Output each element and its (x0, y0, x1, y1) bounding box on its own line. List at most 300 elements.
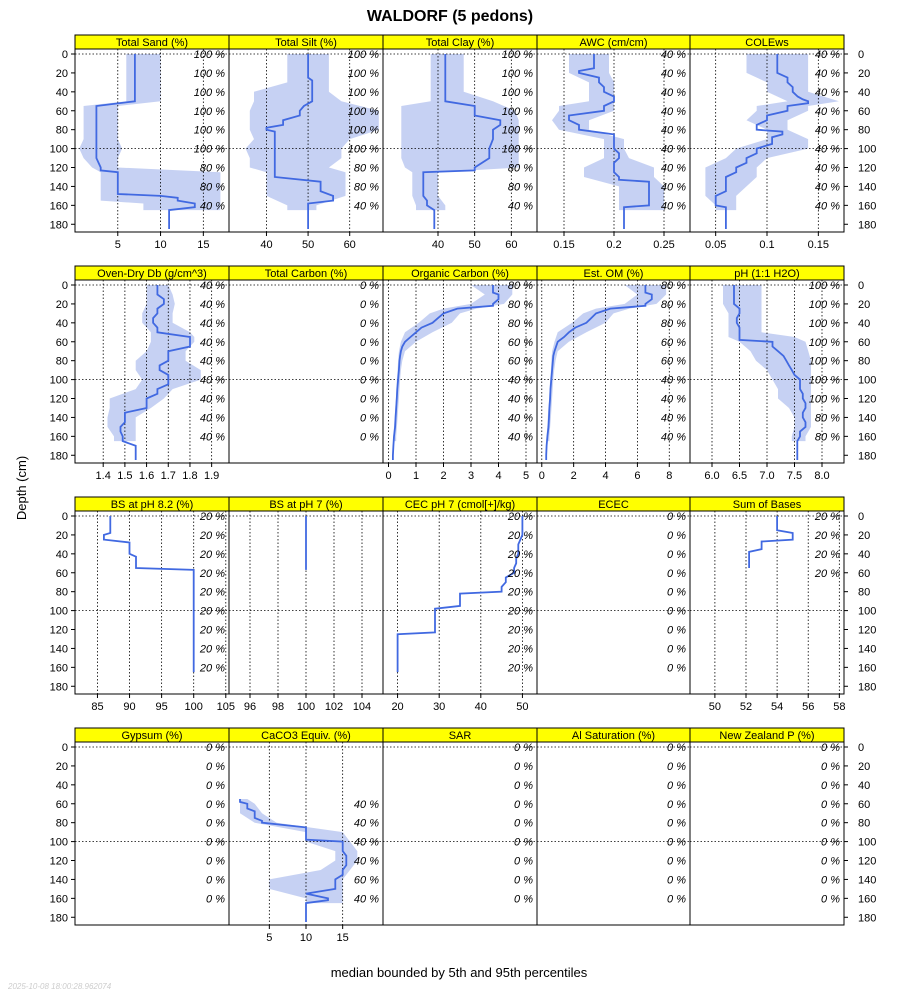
sample-percent-label: 0 % (514, 798, 533, 811)
y-tick-label: 120 (858, 855, 877, 868)
sample-percent-label: 0 % (206, 779, 225, 792)
percentile-band (393, 285, 512, 441)
x-tick-label: 8.0 (814, 470, 830, 482)
sample-percent-label: 80 % (199, 181, 225, 194)
panel-oven-dry-db-g-cm-3 (50, 266, 229, 482)
sample-percent-label: 0 % (667, 643, 686, 656)
x-tick-label: 50 (516, 701, 529, 713)
panel-bs-at-ph-7 (229, 497, 383, 713)
sample-percent-label: 100 % (501, 67, 533, 80)
y-tick-label: 20 (55, 529, 68, 542)
panel-sum-of-bases (690, 497, 876, 713)
sample-percent-label: 40 % (660, 393, 686, 406)
sample-percent-label: 20 % (507, 662, 533, 675)
panel-strip-label: New Zealand P (%) (719, 730, 815, 742)
sample-percent-label: 0 % (667, 817, 686, 830)
x-tick-label: 0.15 (807, 239, 830, 251)
x-tick-label: 104 (352, 701, 372, 713)
sample-percent-label: 20 % (507, 605, 533, 618)
y-tick-label: 80 (858, 124, 871, 137)
y-tick-label: 40 (55, 317, 68, 330)
sample-percent-label: 20 % (199, 586, 225, 599)
y-tick-label: 100 (858, 836, 877, 849)
y-tick-label: 0 (61, 280, 68, 292)
panel-strip-label: Organic Carbon (%) (411, 268, 509, 280)
percentile-band (552, 54, 664, 210)
y-tick-label: 100 (49, 605, 68, 618)
sample-percent-label: 0 % (821, 836, 840, 849)
sample-percent-label: 0 % (360, 298, 379, 311)
sample-percent-label: 0 % (821, 779, 840, 792)
sample-percent-label: 0 % (514, 855, 533, 868)
sample-percent-label: 40 % (353, 817, 379, 830)
sample-percent-label: 0 % (360, 374, 379, 387)
x-tick-label: 0.2 (606, 239, 622, 251)
x-tick-label: 100 (296, 701, 316, 713)
sample-percent-label: 40 % (199, 280, 225, 292)
y-tick-label: 120 (858, 393, 877, 406)
sample-percent-label: 40 % (660, 124, 686, 137)
sample-percent-label: 0 % (360, 355, 379, 368)
sample-percent-label: 0 % (360, 317, 379, 330)
x-tick-label: 2 (570, 470, 577, 482)
sample-percent-label: 0 % (667, 511, 686, 523)
panel-total-sand (50, 35, 229, 251)
median-line (398, 516, 523, 672)
y-tick-label: 40 (858, 548, 871, 561)
median-line (104, 516, 194, 672)
y-tick-label: 160 (858, 431, 877, 444)
sample-percent-label: 40 % (660, 67, 686, 80)
sample-percent-label: 100 % (808, 317, 840, 330)
sample-percent-label: 40 % (353, 855, 379, 868)
y-tick-label: 60 (858, 798, 871, 811)
y-tick-label: 0 (61, 49, 68, 61)
sample-percent-label: 20 % (199, 567, 225, 580)
y-tick-label: 160 (49, 893, 68, 906)
sample-percent-label: 20 % (199, 605, 225, 618)
percentile-band (240, 799, 357, 903)
sample-percent-label: 0 % (360, 412, 379, 425)
sample-percent-label: 100 % (501, 124, 533, 137)
sample-percent-label: 80 % (660, 298, 686, 311)
y-tick-label: 0 (858, 49, 865, 61)
x-tick-label: 1.8 (182, 470, 198, 482)
sample-percent-label: 100 % (808, 355, 840, 368)
x-tick-label: 1.6 (138, 470, 155, 482)
panel-total-silt (229, 35, 383, 251)
sample-percent-label: 80 % (660, 280, 686, 292)
sample-percent-label: 0 % (514, 760, 533, 773)
y-tick-label: 160 (49, 662, 68, 675)
x-tick-label: 0 (385, 470, 392, 482)
panel-strip-label: Al Saturation (%) (571, 730, 656, 742)
sample-percent-label: 0 % (667, 779, 686, 792)
x-tick-label: 8 (666, 470, 673, 482)
y-tick-label: 40 (55, 86, 68, 99)
y-tick-label: 80 (55, 586, 68, 599)
x-tick-label: 50 (468, 239, 481, 251)
y-tick-label: 0 (61, 511, 68, 523)
y-tick-label: 0 (858, 280, 865, 292)
sample-percent-label: 40 % (507, 393, 533, 406)
sample-percent-label: 40 % (814, 67, 840, 80)
panel-new-zealand-p (690, 728, 876, 925)
y-tick-label: 180 (858, 450, 877, 463)
sample-percent-label: 20 % (507, 529, 533, 542)
x-tick-label: 15 (336, 932, 349, 944)
median-line (240, 799, 346, 922)
y-axis-label: Depth (cm) (14, 455, 29, 521)
sample-percent-label: 20 % (199, 662, 225, 675)
sample-percent-label: 20 % (507, 567, 533, 580)
y-tick-label: 180 (858, 219, 877, 232)
sample-percent-label: 0 % (514, 836, 533, 849)
panel-est-om (537, 266, 690, 482)
x-tick-label: 3 (467, 470, 475, 482)
x-tick-label: 1.4 (95, 470, 111, 482)
sample-percent-label: 20 % (814, 548, 840, 561)
sample-percent-label: 40 % (199, 393, 225, 406)
sample-percent-label: 80 % (507, 317, 533, 330)
y-tick-label: 160 (49, 200, 68, 213)
x-tick-label: 56 (802, 701, 815, 713)
y-tick-label: 160 (858, 200, 877, 213)
x-tick-label: 5 (114, 239, 121, 251)
y-tick-label: 0 (858, 742, 865, 754)
panel-ecec (537, 497, 690, 694)
y-tick-label: 80 (55, 817, 68, 830)
sample-percent-label: 20 % (507, 586, 533, 599)
y-tick-label: 20 (858, 529, 871, 542)
y-tick-label: 140 (858, 412, 877, 425)
sample-percent-label: 40 % (660, 431, 686, 444)
sample-percent-label: 0 % (667, 798, 686, 811)
y-tick-label: 40 (858, 779, 871, 792)
sample-percent-label: 20 % (507, 643, 533, 656)
y-tick-label: 120 (49, 855, 68, 868)
sample-percent-label: 40 % (199, 298, 225, 311)
sample-percent-label: 0 % (514, 779, 533, 792)
sample-percent-label: 40 % (814, 200, 840, 213)
panel-cec-ph-7-cmol-kg (383, 497, 537, 713)
sample-percent-label: 100 % (193, 105, 225, 118)
sample-percent-label: 0 % (667, 893, 686, 906)
y-tick-label: 60 (858, 336, 871, 349)
x-tick-label: 6.0 (704, 470, 720, 482)
panel-awc-cm-cm (537, 35, 690, 251)
sample-percent-label: 40 % (199, 317, 225, 330)
y-tick-label: 140 (858, 181, 877, 194)
sample-percent-label: 40 % (660, 162, 686, 175)
sample-percent-label: 40 % (507, 412, 533, 425)
x-tick-label: 5 (266, 932, 273, 944)
sample-percent-label: 0 % (667, 586, 686, 599)
chart-title: WALDORF (5 pedons) (366, 8, 534, 25)
y-tick-label: 120 (49, 624, 68, 637)
sample-percent-label: 40 % (814, 162, 840, 175)
sample-percent-label: 20 % (507, 624, 533, 637)
sample-percent-label: 20 % (507, 511, 533, 523)
sample-percent-label: 80 % (660, 317, 686, 330)
y-tick-label: 140 (49, 181, 68, 194)
sample-percent-label: 0 % (206, 874, 225, 887)
y-tick-label: 100 (858, 605, 877, 618)
sample-percent-label: 40 % (814, 181, 840, 194)
panel-colews (690, 35, 876, 251)
sample-percent-label: 0 % (667, 624, 686, 637)
sample-percent-label: 80 % (353, 162, 379, 175)
sample-percent-label: 100 % (808, 374, 840, 387)
sample-percent-label: 60 % (660, 355, 686, 368)
y-tick-label: 20 (55, 298, 68, 311)
sample-percent-label: 40 % (199, 412, 225, 425)
panel-strip-label: COLEws (745, 37, 789, 49)
sample-percent-label: 80 % (507, 162, 533, 175)
x-tick-label: 1.7 (160, 470, 176, 482)
sample-percent-label: 40 % (199, 336, 225, 349)
sample-percent-label: 20 % (814, 567, 840, 580)
sample-percent-label: 40 % (353, 836, 379, 849)
y-tick-label: 80 (858, 586, 871, 599)
sample-percent-label: 40 % (814, 86, 840, 99)
x-tick-label: 90 (123, 701, 136, 713)
sample-percent-label: 100 % (347, 67, 379, 80)
x-tick-label: 1 (412, 470, 420, 482)
x-tick-label: 0.1 (759, 239, 775, 251)
sample-percent-label: 0 % (514, 893, 533, 906)
sample-percent-label: 0 % (206, 760, 225, 773)
x-tick-label: 20 (391, 701, 404, 713)
x-tick-label: 52 (739, 701, 753, 713)
panel-total-carbon (229, 266, 383, 463)
sample-percent-label: 0 % (514, 874, 533, 887)
y-tick-label: 140 (858, 643, 877, 656)
sample-percent-label: 40 % (199, 374, 225, 387)
y-tick-label: 180 (49, 219, 68, 232)
sample-percent-label: 40 % (814, 143, 840, 156)
x-tick-label: 50 (301, 239, 315, 251)
panel-strip-label: Est. OM (%) (583, 268, 644, 280)
sample-percent-label: 40 % (353, 200, 379, 213)
panel-gypsum (50, 728, 229, 925)
panel-strip-label: ECEC (598, 499, 629, 511)
x-tick-label: 40 (260, 239, 273, 251)
x-tick-label: 54 (770, 701, 784, 713)
y-tick-label: 120 (858, 162, 877, 175)
x-tick-label: 40 (431, 239, 445, 251)
panel-caco3-equiv (229, 728, 383, 944)
sample-percent-label: 40 % (814, 49, 840, 61)
panel-strip-label: Total Silt (%) (275, 37, 337, 49)
y-tick-label: 140 (49, 874, 68, 887)
panel-strip-label: CaCO3 Equiv. (%) (261, 730, 351, 742)
y-tick-label: 160 (49, 431, 68, 444)
sample-percent-label: 40 % (660, 374, 686, 387)
y-tick-label: 120 (49, 393, 68, 406)
sample-percent-label: 100 % (808, 280, 840, 292)
y-tick-label: 160 (858, 662, 877, 675)
sample-percent-label: 40 % (199, 200, 225, 213)
sample-percent-label: 20 % (507, 548, 533, 561)
y-tick-label: 20 (858, 760, 871, 773)
panel-bs-at-ph-8-2 (50, 497, 235, 713)
timestamp: 2025-10-08 18:00:28.962074 (8, 982, 112, 991)
sample-percent-label: 0 % (360, 431, 379, 444)
sample-percent-label: 100 % (193, 49, 225, 61)
sample-percent-label: 100 % (347, 105, 379, 118)
sample-percent-label: 0 % (206, 836, 225, 849)
y-tick-label: 80 (55, 124, 68, 137)
panel-al-saturation (537, 728, 690, 925)
percentile-band (547, 285, 667, 441)
y-tick-label: 40 (55, 779, 68, 792)
panel-total-clay (383, 35, 537, 251)
sample-percent-label: 100 % (193, 86, 225, 99)
panel-strip-label: CEC pH 7 (cmol[+]/kg) (404, 499, 516, 511)
percentile-band (108, 285, 201, 441)
panel-strip-label: Total Carbon (%) (264, 268, 348, 280)
x-tick-label: 5 (522, 470, 530, 482)
sample-percent-label: 80 % (353, 181, 379, 194)
sample-percent-label: 40 % (660, 49, 686, 61)
y-tick-label: 80 (55, 355, 68, 368)
y-tick-label: 100 (49, 836, 68, 849)
sample-percent-label: 60 % (660, 336, 686, 349)
median-line (749, 516, 793, 568)
y-tick-label: 60 (55, 567, 68, 580)
sample-percent-label: 40 % (660, 200, 686, 213)
sample-percent-label: 40 % (353, 893, 379, 906)
sample-percent-label: 0 % (360, 393, 379, 406)
sample-percent-label: 0 % (821, 742, 840, 754)
x-tick-label: 4 (495, 470, 502, 482)
y-tick-label: 60 (55, 105, 68, 118)
y-tick-label: 60 (55, 798, 68, 811)
panels-group (50, 35, 877, 944)
y-tick-label: 40 (55, 548, 68, 561)
y-tick-label: 180 (858, 681, 877, 694)
sample-percent-label: 80 % (507, 280, 533, 292)
sample-percent-label: 0 % (667, 855, 686, 868)
x-tick-label: 60 (343, 239, 356, 251)
y-tick-label: 80 (858, 817, 871, 830)
x-tick-label: 58 (833, 701, 846, 713)
y-tick-label: 60 (55, 336, 68, 349)
y-tick-label: 80 (858, 355, 871, 368)
sample-percent-label: 60 % (507, 336, 533, 349)
x-tick-label: 0.25 (653, 239, 675, 251)
sample-percent-label: 20 % (814, 511, 840, 523)
sample-percent-label: 100 % (808, 393, 840, 406)
panel-strip-label: Sum of Bases (732, 499, 802, 511)
sample-percent-label: 0 % (821, 760, 840, 773)
panel-strip-label: Oven-Dry Db (g/cm^3) (97, 268, 207, 280)
sample-percent-label: 0 % (514, 817, 533, 830)
y-tick-label: 20 (858, 298, 871, 311)
panel-organic-carbon (383, 266, 537, 482)
x-tick-label: 4 (602, 470, 609, 482)
y-tick-label: 100 (49, 374, 68, 387)
x-tick-label: 96 (243, 701, 257, 713)
sample-percent-label: 0 % (360, 336, 379, 349)
x-tick-label: 2 (440, 470, 447, 482)
sample-percent-label: 20 % (199, 624, 225, 637)
sample-percent-label: 0 % (667, 529, 686, 542)
sample-percent-label: 40 % (660, 143, 686, 156)
sample-percent-label: 0 % (821, 855, 840, 868)
y-tick-label: 40 (858, 86, 871, 99)
sample-percent-label: 80 % (507, 298, 533, 311)
y-tick-label: 40 (858, 317, 871, 330)
sample-percent-label: 0 % (667, 742, 686, 754)
sample-percent-label: 100 % (808, 336, 840, 349)
sample-percent-label: 40 % (660, 86, 686, 99)
sample-percent-label: 80 % (814, 431, 840, 444)
sample-percent-label: 0 % (206, 893, 225, 906)
y-tick-label: 20 (858, 67, 871, 80)
y-tick-label: 180 (858, 912, 877, 925)
x-tick-label: 10 (299, 932, 313, 944)
sample-percent-label: 0 % (667, 874, 686, 887)
sample-percent-label: 80 % (814, 412, 840, 425)
x-tick-label: 15 (197, 239, 210, 251)
sample-percent-label: 100 % (347, 86, 379, 99)
x-axis-label: median bounded by 5th and 95th percentiles (330, 965, 588, 980)
sample-percent-label: 0 % (821, 874, 840, 887)
sample-percent-label: 0 % (206, 798, 225, 811)
x-tick-label: 1.9 (203, 470, 220, 482)
x-tick-label: 0.15 (553, 239, 575, 251)
sample-percent-label: 80 % (199, 162, 225, 175)
sample-percent-label: 0 % (206, 817, 225, 830)
y-tick-label: 0 (61, 742, 68, 754)
sample-percent-label: 0 % (667, 836, 686, 849)
y-tick-label: 140 (858, 874, 877, 887)
y-tick-label: 100 (858, 143, 877, 156)
y-tick-label: 100 (858, 374, 877, 387)
sample-percent-label: 40 % (199, 355, 225, 368)
x-tick-label: 7.5 (786, 470, 803, 482)
y-tick-label: 180 (49, 681, 68, 694)
sample-percent-label: 60 % (507, 355, 533, 368)
y-tick-label: 20 (55, 760, 68, 773)
x-tick-label: 10 (154, 239, 167, 251)
x-tick-label: 100 (184, 701, 203, 713)
sample-percent-label: 100 % (347, 143, 379, 156)
panel-ph-1-1-h2o (690, 266, 876, 482)
sample-percent-label: 20 % (199, 643, 225, 656)
sample-percent-label: 0 % (667, 662, 686, 675)
sample-percent-label: 0 % (821, 817, 840, 830)
panel-strip-label: BS at pH 8.2 (%) (110, 499, 194, 511)
y-tick-label: 140 (49, 412, 68, 425)
sample-percent-label: 100 % (347, 124, 379, 137)
x-tick-label: 1.5 (117, 470, 133, 482)
x-tick-label: 85 (91, 701, 104, 713)
y-tick-label: 20 (55, 67, 68, 80)
sample-percent-label: 40 % (814, 124, 840, 137)
sample-percent-label: 20 % (199, 529, 225, 542)
y-tick-label: 160 (858, 893, 877, 906)
sample-percent-label: 100 % (501, 105, 533, 118)
sample-percent-label: 0 % (360, 280, 379, 292)
sample-percent-label: 40 % (660, 181, 686, 194)
sample-percent-label: 0 % (667, 605, 686, 618)
x-tick-label: 60 (505, 239, 518, 251)
sample-percent-label: 100 % (808, 298, 840, 311)
sample-percent-label: 100 % (501, 143, 533, 156)
